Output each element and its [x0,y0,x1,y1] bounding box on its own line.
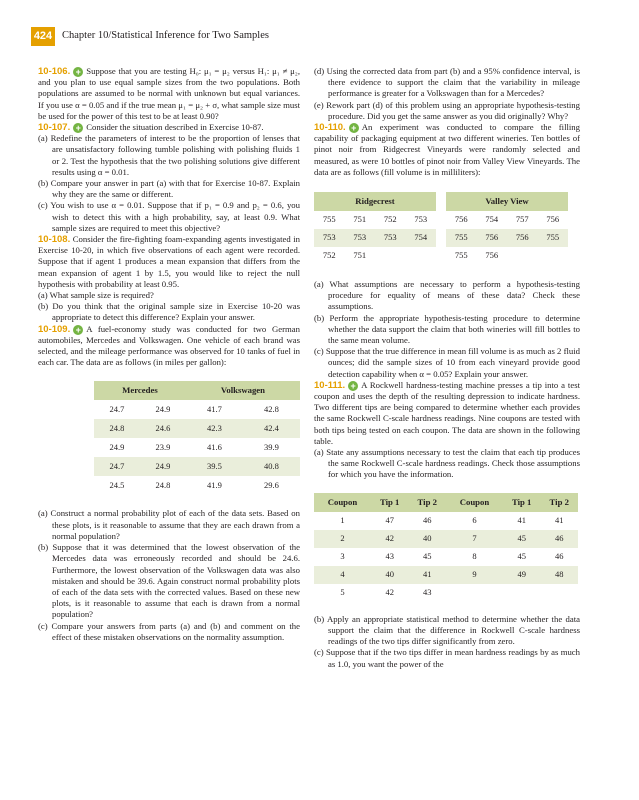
table-header: Tip 1 [371,493,409,512]
exercise-text: Consider the situation described in Exercise 10-87. [86,122,264,133]
exercise-part: (b) Compare your answer in part (a) with that for Exercise 10-87. Explain why they are the same or different. [38,178,300,200]
exercise-number: 10-107. [38,122,71,134]
table-row [314,584,578,602]
exercise-part: (b) Suppose that it was determined that the lowest observation of the Mercedes data was erroneously recorded and should be 24.6. Furthermore, the lowest observation of the Volkswagen data was also mistaken and should be 39.6. Again construct normal probability plots of each of the data sets with the corrected values. Based on these new plots, is it reasonable to assume that each is drawn from a normal population? [38,542,300,620]
exercise-10-107 [38,122,300,133]
table-header: Mercedes [94,381,186,400]
table-cell [406,247,437,265]
table-row [94,400,300,419]
table-cell: 753 [345,229,376,247]
table-cell: 756 [546,214,560,225]
table-row [314,548,578,566]
table-cell: 42 [385,587,394,598]
table-cell: 24.9 [155,404,171,415]
plus-icon: + [73,67,83,77]
table-cell: 24.8 [155,480,171,491]
table-cell: 39.9 [264,442,279,453]
table-cell [375,247,406,265]
table-header: Valley View [446,192,568,211]
table-cell: 39.5 [186,457,243,476]
table-cell: 755 [322,214,336,225]
table-cell: 42 [371,530,409,548]
exercise-text: A Rockwell hardness-testing machine presses a tip into a test coupon and uses the depth of the resulting depression to indicate hardness. Two different tips are being compared to determine whether each provides the same Rockwell C-scale hardness readings. Nine coupons are tested with both tips being tested on each coupon. The data are shown in the following table. [314,379,580,446]
exercise-part: (e) Rework part (d) of this problem using an appropriate hypothesis-testing procedure. Did you get the same answer as you did originally? Why? [314,99,580,121]
table-cell: 24.9 [140,457,186,476]
table-cell: 8 [472,551,477,562]
plus-icon: + [73,325,83,335]
exercise-text: A fuel-economy study was conducted for two German automobiles, Mercedes and Volkswagen. One vehicle of each brand was selected, and the mileage performance was observed for 10 tanks of fuel in each car. The data are as follows (in miles per gallon): [38,323,300,368]
exercise-10-108 [38,234,300,290]
exercise-number: 10-110. [314,122,346,134]
table-cell: 24.8 [94,419,140,438]
table-cell: 24.5 [109,480,125,491]
table-row [314,211,568,229]
table-cell: 41.7 [206,404,222,415]
table-header: Ridgecrest [314,192,436,211]
table-cell: 40 [371,566,409,584]
right-column [314,66,580,670]
table-cell: 757 [515,214,529,225]
table-cell: 24.6 [140,419,186,438]
table-cell: 751 [353,250,367,261]
exercise-10-111 [314,380,580,447]
exercise-10-106 [38,66,300,122]
fuel-economy-table [94,381,300,495]
table-cell: 41 [517,515,526,526]
plus-icon: + [73,123,83,133]
table-cell: 756 [485,250,499,261]
exercise-text: An experiment was conducted to compare the filling capability of packaging equipment at two different wineries. Ten bottles of pinot noir from Ridgecrest Vineyards were randomly selected and measured, as were 10 bottles of pinot noir from Valley View Vineyards. The data are as follows (fill volume is in milliliters): [314,122,580,177]
table-cell: 755 [446,229,477,247]
table-spacer [436,229,446,247]
table-cell: 49 [503,566,541,584]
table-header: Volkswagen [186,381,300,400]
table-cell [538,247,569,265]
table-cell: 23.9 [155,442,171,453]
table-cell: 753 [414,214,428,225]
table-cell: 2 [314,530,371,548]
page-header [0,27,639,46]
table-cell: 756 [477,229,508,247]
table-cell: 47 [385,515,394,526]
table-spacer [436,192,446,211]
table-spacer [436,211,446,229]
exercise-number: 10-109. [38,323,71,335]
table-cell: 46 [554,551,564,562]
table-cell: 3 [340,551,345,562]
table-cell: 1 [340,515,345,526]
table-header: Tip 2 [408,493,446,512]
table-row [94,438,300,457]
table-cell: 46 [422,515,432,526]
table-cell: 40 [408,530,446,548]
exercise-number: 10-111. [314,379,346,391]
exercise-number: 10-108. [38,234,71,246]
table-cell: 43 [422,587,432,598]
table-cell: 45 [503,530,541,548]
left-column [38,66,300,643]
table-row [314,229,568,247]
exercise-10-110 [314,122,580,178]
table-row [94,457,300,476]
table-row [94,476,300,495]
table-cell: 753 [375,229,406,247]
table-cell: 5 [340,587,345,598]
table-cell: 41 [408,566,446,584]
exercise-part: (a) What assumptions are necessary to perform a hypothesis-testing procedure for equality of means of these data? Check these assumptions. [314,279,580,312]
table-cell: 751 [353,214,367,225]
table-header: Coupon [314,493,371,512]
table-cell: 40.8 [243,457,300,476]
exercise-number: 10-106. [38,66,71,77]
table-row [314,566,578,584]
hardness-table [314,493,578,602]
table-cell [507,247,538,265]
table-header: Tip 2 [540,493,578,512]
exercise-part: (a) Construct a normal probability plot of each of the data sets. Based on these plots, is it reasonable to assume that they are each drawn from a normal population? [38,508,300,541]
table-row [94,419,300,438]
table-cell: 754 [406,229,437,247]
table-cell: 48 [540,566,578,584]
table-cell: 29.6 [264,480,279,491]
plus-icon: + [349,123,359,133]
table-cell: 24.7 [109,404,125,415]
table-cell: 24.9 [109,442,125,453]
page-number: 424 [31,27,55,46]
table-cell: 752 [383,214,397,225]
table-cell: 6 [472,515,477,526]
exercise-part: (d) Using the corrected data from part (b) and a 95% confidence interval, is there evidence to support the claim that the variability in mileage performance is greater for a Volkswagen than for a Mercedes? [314,66,580,99]
table-cell: 43 [385,551,394,562]
table-cell: 4 [314,566,371,584]
table-cell: 45 [517,551,526,562]
exercise-part: (b) Perform the appropriate hypothesis-testing procedure to determine whether the data support the claim that both wineries will fill bottles to the same mean volume. [314,312,580,346]
exercise-part: (c) Compare your answers from parts (a) and (b) and comment on the effect of these mistaken observations on the normality assumption. [38,620,300,642]
table-cell: 754 [485,214,499,225]
table-cell: 41.9 [206,480,222,491]
table-cell: 24.7 [94,457,140,476]
exercise-part: (c) You wish to use α = 0.01. Suppose that if p₁ = 0.9 and p₂ = 0.6, you wish to detect this with a high probability, say, at least 0.9. What sample sizes are required to meet this objective? [38,200,300,233]
exercise-part: (a) Redefine the parameters of interest to be the proportion of lenses that are unsatisfactory following tumble polishing with polishing fluids 1 or 2. Test the hypothesis that the two polishing solutions give different results using α = 0.01. [38,133,300,177]
table-row [314,530,578,548]
table-cell: 756 [507,229,538,247]
table-cell: 42.8 [264,404,279,415]
table-cell: 41 [554,515,564,526]
table-cell: 46 [540,530,578,548]
exercise-10-109 [38,324,300,369]
exercise-part: (a) What sample size is required? [38,290,154,301]
table-cell [540,584,578,602]
exercise-part: (a) State any assumptions necessary to test the claim that each tip produces the same Rockwell C-scale hardness readings. Check those assumptions for which you have the information. [314,447,580,480]
table-cell: 7 [446,530,503,548]
table-cell: 753 [314,229,345,247]
table-cell: 42.3 [186,419,243,438]
exercise-part: (c) Suppose that if the two tips differ in mean hardness readings by as much as 1.0, you want the power of the [314,647,580,669]
table-cell: 756 [454,214,468,225]
table-row [314,512,578,530]
table-cell [446,584,503,602]
table-header: Coupon [446,493,503,512]
table-row [314,247,568,265]
table-cell: 45 [422,551,432,562]
table-cell: 42.4 [243,419,300,438]
exercise-part: (b) Apply an appropriate statistical method to determine whether the data support the claim that the difference in Rockwell C-scale hardness readings of the two tips differ significantly from zero. [314,613,580,647]
table-cell: 755 [454,250,468,261]
exercise-part: (b) Do you think that the original sample size in Exercise 10-20 was appropriate to detect this difference? Explain your answer. [38,301,300,323]
table-spacer [436,247,446,265]
table-cell: 41.6 [206,442,222,453]
exercise-text: Consider the fire-fighting foam-expanding agents investigated in Exercise 10-20, in which five observations of each agent were recorded. Suppose that if agent 1 produces a mean expansion that differs from the mean expansion of agent 1 by 1.5, you would like to reject the null hypothesis with probability at least 0.95. [38,234,300,289]
table-cell: 755 [538,229,569,247]
table-header: Tip 1 [503,493,541,512]
exercise-part: (c) Suppose that the true difference in mean fill volume is as much as 2 fluid ounces; did the sample sizes of 10 from each vineyard provide good detection capability when α = 0.05? Explain your answer. [314,346,580,379]
wine-fill-table [314,192,568,265]
table-cell [503,584,541,602]
plus-icon: + [348,381,358,391]
table-cell: 9 [446,566,503,584]
exercise-text: Suppose that you are testing H₀: μ₁ = μ₂ versus H₁: μ₁ ≠ μ₂, and you plan to use equal sample sizes from the two populations. Both populations are assumed to be normal with unknown but equal variances. If you use α = 0.05 and if the true mean μ₁ = μ₂ + σ, what sample size must be used for the power of this test to be at least 0.90? [38,66,300,121]
table-cell: 752 [322,250,336,261]
chapter-title: Chapter 10/Statistical Inference for Two Samples [62,30,269,41]
